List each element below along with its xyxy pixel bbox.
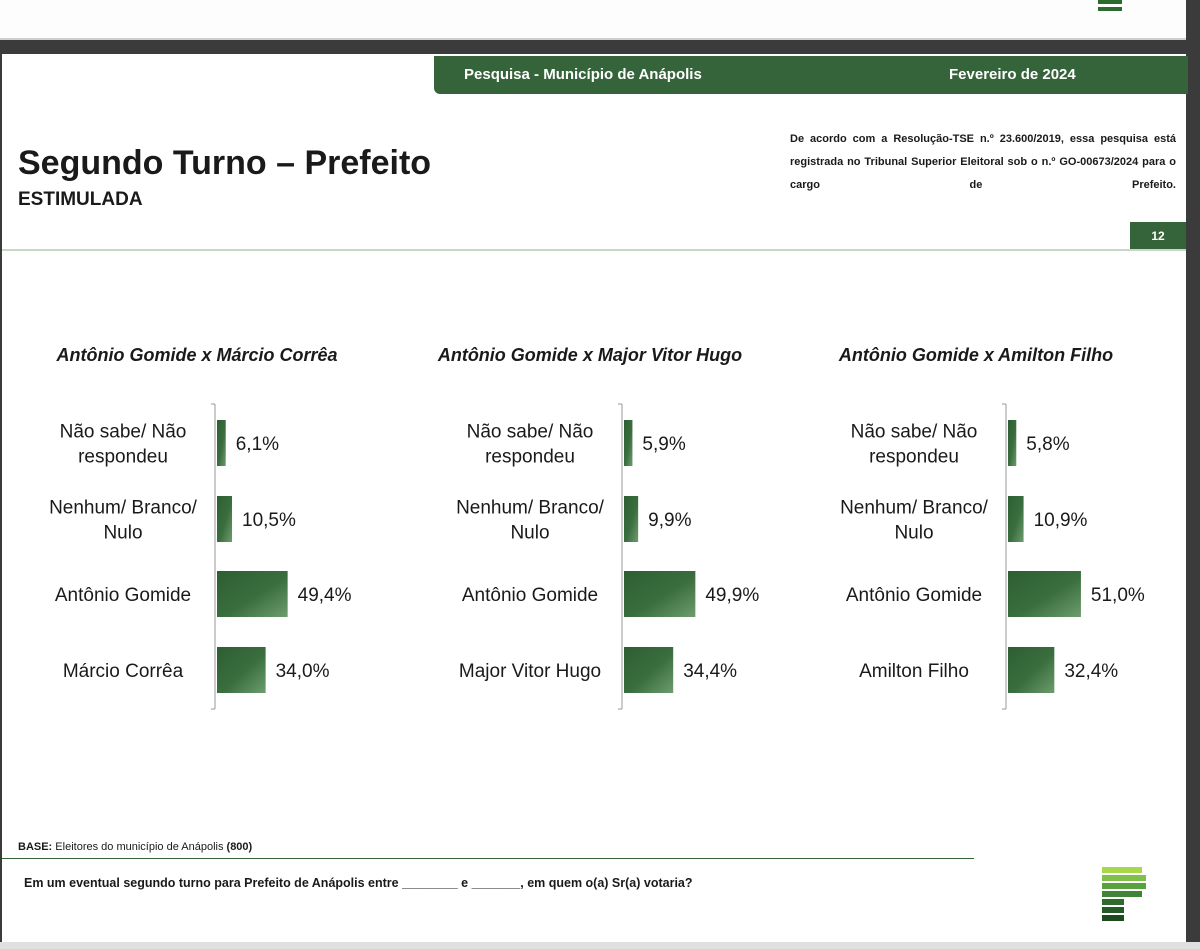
footer-divider [2, 858, 974, 859]
page-title: Segundo Turno – Prefeito [18, 144, 432, 182]
chart-3 [840, 404, 1145, 709]
category-label: Não sabe/ Não respondeu [59, 421, 187, 468]
data-label: 49,9% [705, 585, 760, 606]
bar [217, 647, 266, 693]
page-subtitle: ESTIMULADA [18, 189, 143, 210]
bar [624, 647, 673, 693]
base-text: Eleitores do município de Anápolis [55, 841, 224, 853]
data-label: 34,4% [683, 661, 738, 682]
category-label: Não sabe/ Não respondeu [466, 421, 594, 468]
data-label: 32,4% [1064, 661, 1119, 682]
data-label: 9,9% [648, 510, 692, 531]
chart-1-title: Antônio Gomide x Márcio Corrêa [56, 345, 338, 365]
category-label: Márcio Corrêa [62, 661, 184, 682]
base-count: (800) [226, 841, 253, 853]
bar [1008, 647, 1054, 693]
category-label: Antônio Gomide [54, 585, 192, 606]
bar [1008, 420, 1016, 466]
category-label: Antônio Gomide [845, 585, 983, 606]
slide-page [2, 54, 1186, 942]
charts-area [2, 54, 1186, 834]
brand-logo-icon [1098, 867, 1146, 924]
base-note [18, 841, 252, 853]
data-label: 5,9% [642, 434, 686, 455]
data-label: 10,5% [242, 510, 296, 531]
data-label: 5,8% [1026, 434, 1070, 455]
category-label: Antônio Gomide [461, 585, 599, 606]
page-number: 12 [1130, 222, 1186, 250]
data-label: 51,0% [1090, 585, 1145, 606]
category-label: Nenhum/ Branco/ Nulo [840, 497, 988, 544]
registration-note: De acordo com a Resolução-TSE n.º 23.600/2019, essa pesquisa está registrada no Tribunal Superior Eleitoral sob o n.º GO-00673/2024 para o cargo de Prefeito. [790, 133, 1176, 191]
bar [624, 571, 695, 617]
category-label: Amilton Filho [859, 661, 969, 682]
bar [624, 496, 638, 542]
data-label: 6,1% [235, 434, 280, 455]
category-label: Não sabe/ Não respondeu [850, 421, 978, 468]
brand-logo-icon [1098, 0, 1122, 20]
base-label: BASE: [18, 841, 53, 853]
category-label: Nenhum/ Branco/ Nulo [49, 497, 197, 544]
survey-question: Em um eventual segundo turno para Prefeito de Anápolis entre ________ e _______, em quem o(a) Sr(a) votaria? [24, 876, 693, 890]
bar [1008, 496, 1024, 542]
previous-page-edge [0, 0, 1186, 40]
survey-label: Pesquisa - Município de Anápolis [464, 66, 702, 83]
category-label: Nenhum/ Branco/ Nulo [456, 497, 604, 544]
next-page-edge [0, 942, 1200, 949]
data-label: 10,9% [1033, 510, 1088, 531]
bar [217, 496, 232, 542]
date-label: Fevereiro de 2024 [949, 66, 1076, 83]
chart-2-title: Antônio Gomide x Major Vitor Hugo [437, 345, 743, 365]
bar [217, 420, 226, 466]
category-label: Major Vitor Hugo [458, 661, 602, 682]
chart-3-title: Antônio Gomide x Amilton Filho [838, 345, 1114, 365]
bar [217, 571, 288, 617]
data-label: 34,0% [275, 661, 330, 682]
bar [624, 420, 632, 466]
data-label: 49,4% [297, 585, 352, 606]
chart-2 [456, 404, 759, 709]
chart-1 [49, 404, 352, 709]
bar [1008, 571, 1081, 617]
